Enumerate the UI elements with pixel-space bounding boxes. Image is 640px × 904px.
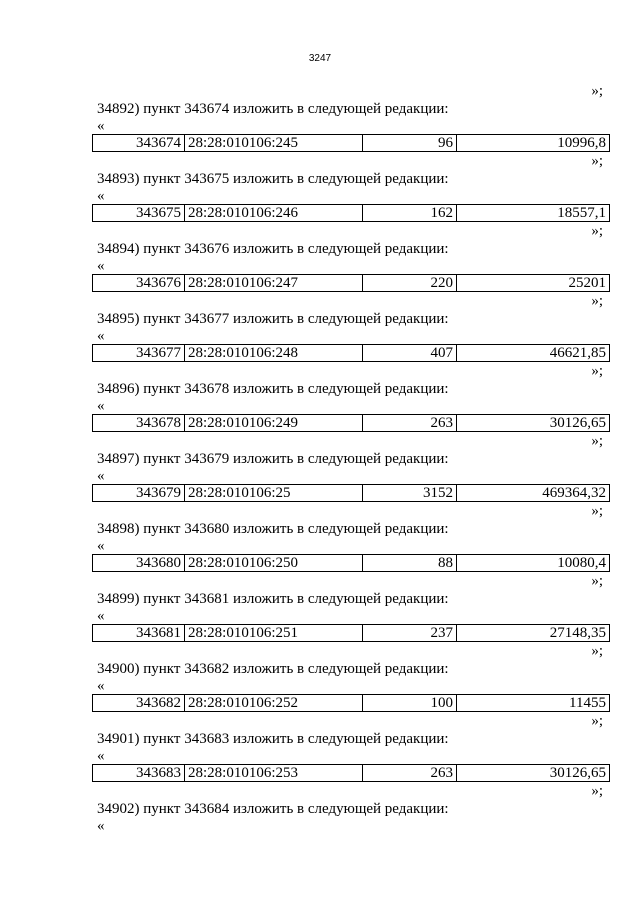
amendment-entry (0, 362, 640, 432)
closing-quote: »; (591, 363, 603, 379)
item-number-cell: 343683 (93, 765, 185, 782)
item-number-cell: 343678 (93, 415, 185, 432)
value-cell: 30126,65 (457, 415, 610, 432)
amendment-heading: 34899) пункт 343681 изложить в следующей редакции: (97, 591, 449, 607)
amendment-table (92, 484, 610, 502)
item-number-cell: 343677 (93, 345, 185, 362)
value-cell: 46621,85 (457, 345, 610, 362)
cadastral-number-cell: 28:28:010106:251 (185, 625, 363, 642)
item-number-cell: 343675 (93, 205, 185, 222)
amendment-table (92, 344, 610, 362)
table-row (93, 695, 610, 712)
amendment-table (92, 204, 610, 222)
cadastral-number-cell: 28:28:010106:249 (185, 415, 363, 432)
cadastral-number-cell: 28:28:010106:252 (185, 695, 363, 712)
closing-quote: »; (591, 153, 603, 169)
value-cell: 30126,65 (457, 765, 610, 782)
opening-quote: « (97, 188, 105, 204)
amendment-heading: 34900) пункт 343682 изложить в следующей редакции: (97, 661, 449, 677)
opening-quote: « (97, 258, 105, 274)
amendment-table (92, 554, 610, 572)
amendment-table (92, 694, 610, 712)
table-row (93, 415, 610, 432)
cadastral-number-cell: 28:28:010106:247 (185, 275, 363, 292)
area-cell: 3152 (363, 485, 457, 502)
value-cell: 11455 (457, 695, 610, 712)
closing-quote: »; (591, 643, 603, 659)
cadastral-number-cell: 28:28:010106:25 (185, 485, 363, 502)
item-number-cell: 343676 (93, 275, 185, 292)
table-row (93, 625, 610, 642)
cadastral-number-cell: 28:28:010106:250 (185, 555, 363, 572)
cadastral-number-cell: 28:28:010106:253 (185, 765, 363, 782)
amendment-entry (0, 292, 640, 362)
closing-quote: »; (591, 83, 603, 99)
area-cell: 407 (363, 345, 457, 362)
area-cell: 88 (363, 555, 457, 572)
amendment-table (92, 624, 610, 642)
amendment-entry (0, 152, 640, 222)
amendment-entry-final (0, 782, 640, 852)
amendment-entry (0, 572, 640, 642)
value-cell: 469364,32 (457, 485, 610, 502)
opening-quote: « (97, 818, 105, 834)
opening-quote: « (97, 538, 105, 554)
opening-quote: « (97, 468, 105, 484)
amendment-table (92, 274, 610, 292)
value-cell: 10996,8 (457, 135, 610, 152)
value-cell: 25201 (457, 275, 610, 292)
value-cell: 27148,35 (457, 625, 610, 642)
table-row (93, 555, 610, 572)
item-number-cell: 343674 (93, 135, 185, 152)
amendment-table (92, 764, 610, 782)
closing-quote: »; (591, 223, 603, 239)
closing-quote: »; (591, 573, 603, 589)
item-number-cell: 343681 (93, 625, 185, 642)
amendment-heading: 34901) пункт 343683 изложить в следующей редакции: (97, 731, 449, 747)
table-row (93, 345, 610, 362)
table-row (93, 485, 610, 502)
item-number-cell: 343682 (93, 695, 185, 712)
item-number-cell: 343680 (93, 555, 185, 572)
area-cell: 263 (363, 765, 457, 782)
table-row (93, 135, 610, 152)
amendment-entry (0, 502, 640, 572)
amendment-heading: 34894) пункт 343676 изложить в следующей редакции: (97, 241, 449, 257)
amendment-heading: 34895) пункт 343677 изложить в следующей редакции: (97, 311, 449, 327)
amendment-heading: 34898) пункт 343680 изложить в следующей редакции: (97, 521, 449, 537)
item-number-cell: 343679 (93, 485, 185, 502)
table-row (93, 205, 610, 222)
amendment-heading: 34893) пункт 343675 изложить в следующей редакции: (97, 171, 449, 187)
amendment-list (0, 82, 640, 852)
opening-quote: « (97, 118, 105, 134)
amendment-heading: 34892) пункт 343674 изложить в следующей редакции: (97, 101, 449, 117)
value-cell: 10080,4 (457, 555, 610, 572)
value-cell: 18557,1 (457, 205, 610, 222)
closing-quote: »; (591, 433, 603, 449)
area-cell: 100 (363, 695, 457, 712)
table-row (93, 275, 610, 292)
amendment-table (92, 134, 610, 152)
amendment-table (92, 414, 610, 432)
opening-quote: « (97, 398, 105, 414)
amendment-entry (0, 82, 640, 152)
amendment-heading: 34896) пункт 343678 изложить в следующей редакции: (97, 381, 449, 397)
area-cell: 263 (363, 415, 457, 432)
page-number: 3247 (308, 53, 332, 64)
area-cell: 220 (363, 275, 457, 292)
opening-quote: « (97, 748, 105, 764)
opening-quote: « (97, 678, 105, 694)
opening-quote: « (97, 328, 105, 344)
amendment-entry (0, 642, 640, 712)
cadastral-number-cell: 28:28:010106:246 (185, 205, 363, 222)
amendment-heading: 34897) пункт 343679 изложить в следующей редакции: (97, 451, 449, 467)
table-row (93, 765, 610, 782)
closing-quote: »; (591, 713, 603, 729)
area-cell: 162 (363, 205, 457, 222)
opening-quote: « (97, 608, 105, 624)
closing-quote: »; (591, 503, 603, 519)
closing-quote: »; (591, 783, 603, 799)
closing-quote: »; (591, 293, 603, 309)
amendment-entry (0, 222, 640, 292)
amendment-entry (0, 712, 640, 782)
amendment-entry (0, 432, 640, 502)
amendment-heading: 34902) пункт 343684 изложить в следующей редакции: (97, 801, 449, 817)
area-cell: 96 (363, 135, 457, 152)
cadastral-number-cell: 28:28:010106:248 (185, 345, 363, 362)
cadastral-number-cell: 28:28:010106:245 (185, 135, 363, 152)
area-cell: 237 (363, 625, 457, 642)
